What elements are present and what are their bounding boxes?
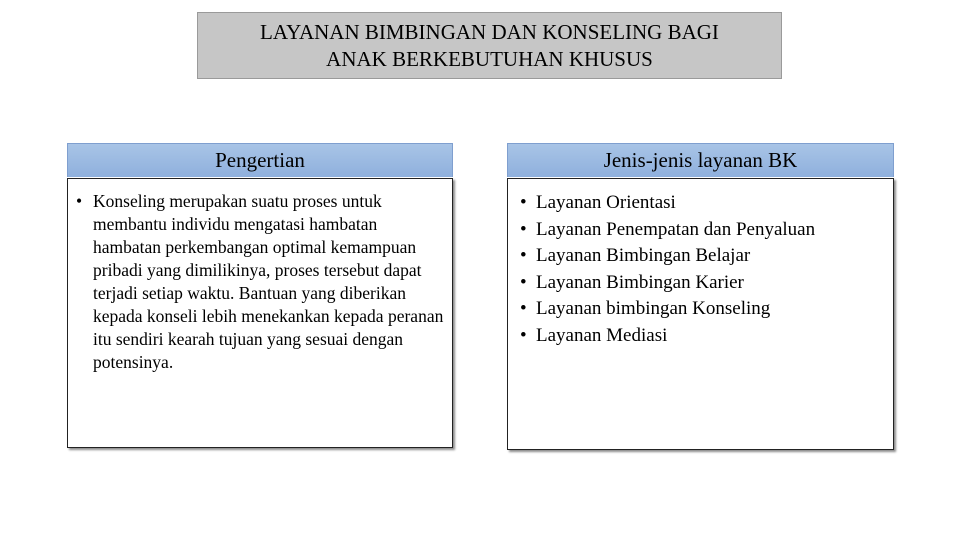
jenis-layanan-list — [520, 190, 887, 349]
pengertian-text: Konseling merupakan suatu proses untuk membantu individu mengatasi hambatan hambatan perkembangan optimal kemampuan pribadi yang dimilikinya, proses tersebut dapat terjadi setiap waktu. Bantuan yang diberikan kepada konseli lebih menekankan kepada peranan itu sendiri kearah tujuan yang sesuai dengan potensinya. — [93, 191, 444, 372]
layanan-list-item — [520, 296, 887, 323]
pengertian-header-label: Pengertian — [215, 148, 305, 172]
layanan-list-item — [520, 270, 887, 297]
title-line-1: LAYANAN BIMBINGAN DAN KONSELING BAGI — [260, 19, 719, 44]
bullet-icon: • — [520, 298, 527, 319]
layanan-item-label: Layanan Orientasi — [536, 192, 676, 213]
layanan-list-item — [520, 243, 887, 270]
bullet-icon: • — [520, 192, 527, 213]
jenis-layanan-header-label: Jenis-jenis layanan BK — [603, 148, 798, 172]
bullet-icon: • — [520, 271, 527, 293]
jenis-layanan-header — [507, 143, 894, 177]
bullet-icon: • — [520, 324, 527, 346]
layanan-list-item — [520, 323, 887, 350]
layanan-list-item — [520, 190, 887, 217]
layanan-item-label: Layanan Bimbingan Belajar — [536, 245, 751, 266]
pengertian-header — [67, 143, 453, 177]
title-line-2: ANAK BERKEBUTUHAN KHUSUS — [326, 46, 653, 71]
pengertian-panel — [67, 178, 453, 448]
layanan-item-label: Layanan bimbingan Konseling — [536, 298, 771, 319]
bullet-icon: • — [520, 245, 527, 266]
jenis-layanan-panel — [507, 178, 894, 450]
layanan-item-label: Layanan Mediasi — [536, 324, 668, 346]
pengertian-list-item — [76, 190, 446, 374]
layanan-item-label: Layanan Penempatan dan Penyaluan — [536, 218, 816, 240]
layanan-list-item — [520, 217, 887, 244]
pengertian-list — [76, 190, 446, 374]
title-box — [197, 12, 782, 79]
bullet-icon: • — [76, 191, 83, 211]
layanan-item-label: Layanan Bimbingan Karier — [536, 271, 744, 293]
bullet-icon: • — [520, 218, 527, 240]
